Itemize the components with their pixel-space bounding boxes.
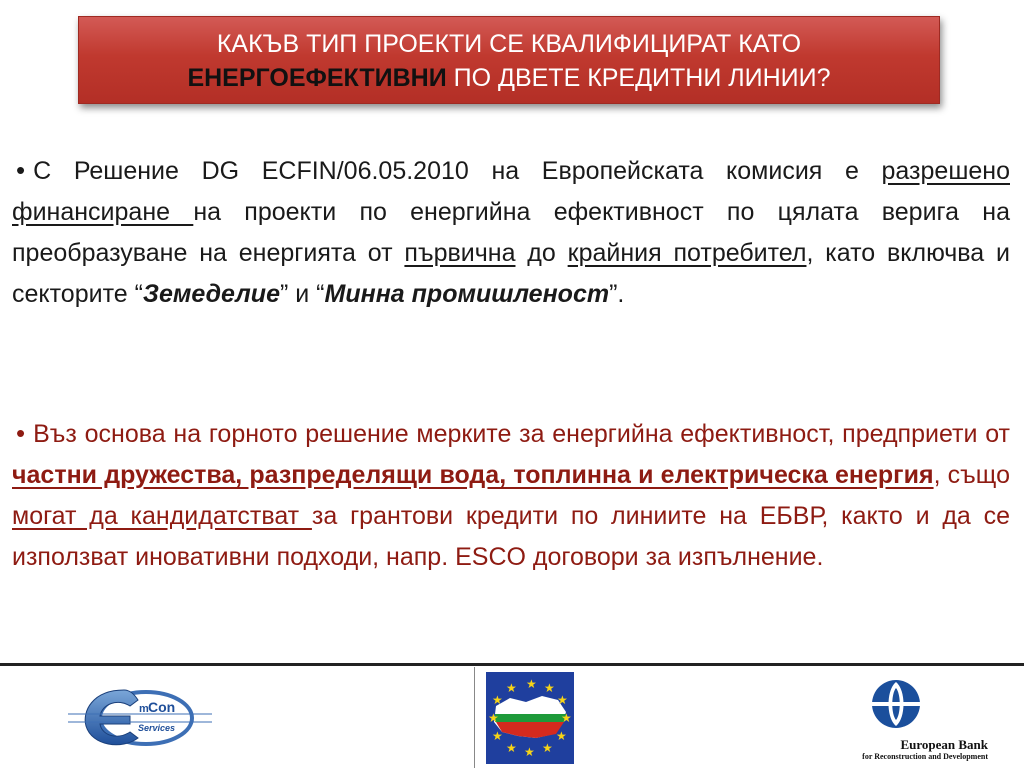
- bullet1-text-5: ” и “: [279, 280, 325, 308]
- svg-text:★: ★: [526, 677, 537, 691]
- bullet2-underlined-1: могат да кандидатстват: [12, 502, 312, 530]
- footer-vertical-divider: [474, 667, 475, 768]
- svg-text:★: ★: [488, 711, 499, 725]
- bullet2-text-2: , също: [933, 461, 1010, 489]
- emcon-m-text: m: [139, 703, 149, 715]
- slide-title-line1: КАКЪВ ТИП ПРОЕКТИ СЕ КВАЛИФИЦИРАТ КАТО: [216, 30, 802, 58]
- svg-text:★: ★: [524, 745, 535, 759]
- bullet-point-2: [12, 413, 1010, 578]
- bullet1-text-6: ”.: [609, 280, 625, 308]
- bullet-point-1: [12, 150, 1010, 315]
- emcon-services-text: Services: [138, 723, 176, 733]
- bullet1-sector-agriculture: Земеделие: [142, 280, 280, 308]
- svg-text:★: ★: [542, 741, 553, 755]
- emcon-logo: [64, 676, 216, 760]
- ebrd-name: European Bank: [900, 737, 988, 752]
- bullet1-text-4: , като включва и секторите “: [12, 239, 1010, 308]
- bullet1-underlined-3: крайния потребител: [567, 239, 807, 267]
- ebrd-name-block: [812, 738, 988, 762]
- svg-text:★: ★: [506, 741, 517, 755]
- bullet1-text-2: на проекти по енергийна ефективност по цялата верига на преобразуване на енергията от: [12, 198, 1010, 267]
- slide-title-line2-rest: ПО ДВЕТЕ КРЕДИТНИ ЛИНИИ?: [446, 64, 831, 92]
- bullet1-underlined-1: разрешено финансиране: [12, 157, 1010, 226]
- slide-title-highlight: ЕНЕРГОЕФЕКТИВНИ: [187, 64, 447, 92]
- svg-text:★: ★: [557, 693, 568, 707]
- svg-text:★: ★: [556, 729, 567, 743]
- slide-title-line2: [79, 61, 939, 95]
- svg-text:★: ★: [492, 693, 503, 707]
- ebrd-subtitle: for Reconstruction and Development: [862, 752, 988, 761]
- svg-text:★: ★: [544, 681, 555, 695]
- bullet2-bold-underlined: частни дружества, разпределящи вода, топлинна и електрическа енергия: [12, 461, 934, 489]
- svg-text:★: ★: [561, 711, 572, 725]
- bullet-marker: •: [16, 418, 26, 448]
- bullet1-text-3: до: [515, 239, 568, 267]
- bullet-marker: •: [16, 155, 26, 185]
- bullet2-text-1: Въз основа на горното решение мерките за енергийна ефективност, предприети от: [33, 420, 1010, 448]
- bullet1-underlined-2: първична: [404, 239, 516, 267]
- bullet1-sector-mining: Минна промишленост: [324, 280, 610, 308]
- slide-title-banner: [78, 16, 940, 104]
- svg-text:★: ★: [492, 729, 503, 743]
- ebrd-logo: [812, 676, 988, 760]
- bullet2-text-3: за грантови кредити по линиите на ЕБВР, както и да се използват иновативни подходи, напр. ESCO договори за изпълнение.: [12, 502, 1010, 571]
- svg-text:★: ★: [506, 681, 517, 695]
- bulgaria-eu-map-logo: [486, 672, 574, 764]
- bullet1-text-1: С Решение DG ECFIN/06.05.2010 на Европейската комисия е: [33, 157, 882, 185]
- emcon-con-text: Con: [148, 699, 176, 715]
- footer-divider: [0, 663, 1024, 666]
